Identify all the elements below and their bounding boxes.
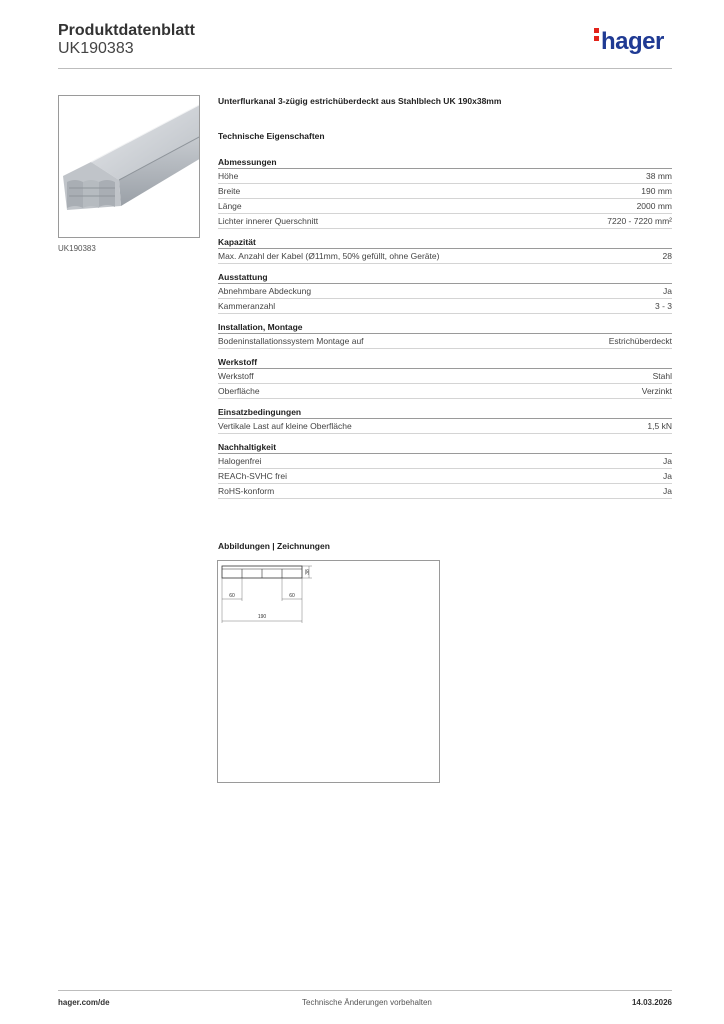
spec-label: Halogenfrei xyxy=(218,456,262,466)
page-title: Produktdatenblatt xyxy=(58,22,195,39)
spec-row xyxy=(218,454,672,469)
spec-row xyxy=(218,184,672,199)
spec-row xyxy=(218,334,672,349)
cross-section-drawing xyxy=(218,561,439,782)
section-title: Kapazität xyxy=(218,236,672,249)
spec-value: Ja xyxy=(663,456,672,466)
logo-dots-icon xyxy=(594,28,599,44)
section-operating-conditions xyxy=(218,406,672,434)
spec-value: 190 mm xyxy=(641,186,672,196)
spec-row xyxy=(218,169,672,184)
spec-label: Breite xyxy=(218,186,241,196)
technical-drawing xyxy=(217,560,440,783)
header-divider xyxy=(58,68,672,69)
footer-website: hager.com/de xyxy=(58,998,110,1007)
spec-row xyxy=(218,299,672,314)
spec-value: Estrichüberdeckt xyxy=(608,336,672,346)
article-number: UK190383 xyxy=(58,40,134,57)
spec-value: Ja xyxy=(663,471,672,481)
section-title: Installation, Montage xyxy=(218,321,672,334)
specifications xyxy=(218,156,672,506)
spec-value: Ja xyxy=(663,486,672,496)
spec-label: Kammeranzahl xyxy=(218,301,276,311)
spec-label: Abnehmbare Abdeckung xyxy=(218,286,312,296)
drawings-heading: Abbildungen | Zeichnungen xyxy=(218,541,330,551)
section-capacity xyxy=(218,236,672,264)
spec-label: Bodeninstallationssystem Montage auf xyxy=(218,336,364,346)
dimension-total-label: 190 xyxy=(257,614,267,620)
section-equipment xyxy=(218,271,672,314)
spec-value: Stahl xyxy=(652,371,672,381)
spec-value: 38 mm xyxy=(646,171,672,181)
spec-label: Höhe xyxy=(218,171,239,181)
spec-row xyxy=(218,384,672,399)
footer-divider xyxy=(58,990,672,991)
product-description: Unterflurkanal 3-zügig estrichüberdeckt aus Stahlblech UK 190x38mm xyxy=(218,96,502,106)
spec-value: Ja xyxy=(663,286,672,296)
spec-value: Verzinkt xyxy=(641,386,672,396)
dimension-right-label: 60 xyxy=(289,593,295,599)
spec-label: Lichter innerer Querschnitt xyxy=(218,216,319,226)
spec-row xyxy=(218,469,672,484)
spec-row xyxy=(218,369,672,384)
image-caption: UK190383 xyxy=(58,244,96,253)
section-title: Ausstattung xyxy=(218,271,672,284)
cable-duct-icon xyxy=(59,96,200,238)
footer-notice: Technische Änderungen vorbehalten xyxy=(302,998,432,1007)
footer-date: 14.03.2026 xyxy=(631,998,672,1007)
spec-label: Vertikale Last auf kleine Oberfläche xyxy=(218,421,352,431)
section-installation xyxy=(218,321,672,349)
spec-value: 3 - 3 xyxy=(654,301,672,311)
dimension-left-label: 60 xyxy=(229,593,235,599)
spec-row xyxy=(218,249,672,264)
spec-row xyxy=(218,214,672,229)
hager-logo xyxy=(594,28,664,56)
spec-label: Oberfläche xyxy=(218,386,260,396)
spec-label: Werkstoff xyxy=(218,371,254,381)
spec-label: REACh-SVHC frei xyxy=(218,471,287,481)
spec-value: 28 xyxy=(662,251,672,261)
section-title: Einsatzbedingungen xyxy=(218,406,672,419)
spec-label: Länge xyxy=(218,201,242,211)
spec-row xyxy=(218,199,672,214)
section-title: Nachhaltigkeit xyxy=(218,441,672,454)
section-title: Abmessungen xyxy=(218,156,672,169)
product-image xyxy=(58,95,200,238)
spec-label: RoHS-konform xyxy=(218,486,275,496)
spec-row xyxy=(218,284,672,299)
logo-text: hager xyxy=(601,28,664,55)
section-dimensions xyxy=(218,156,672,229)
spec-row xyxy=(218,419,672,434)
section-material xyxy=(218,356,672,399)
section-sustainability xyxy=(218,441,672,499)
spec-value: 7220 - 7220 mm² xyxy=(607,216,672,226)
dimension-height-label: 38 xyxy=(305,569,311,575)
spec-row xyxy=(218,484,672,499)
spec-value: 1,5 kN xyxy=(647,421,672,431)
section-title: Werkstoff xyxy=(218,356,672,369)
spec-value: 2000 mm xyxy=(636,201,672,211)
technical-properties-heading: Technische Eigenschaften xyxy=(218,131,325,141)
spec-label: Max. Anzahl der Kabel (Ø11mm, 50% gefüllt, ohne Geräte) xyxy=(218,251,440,261)
